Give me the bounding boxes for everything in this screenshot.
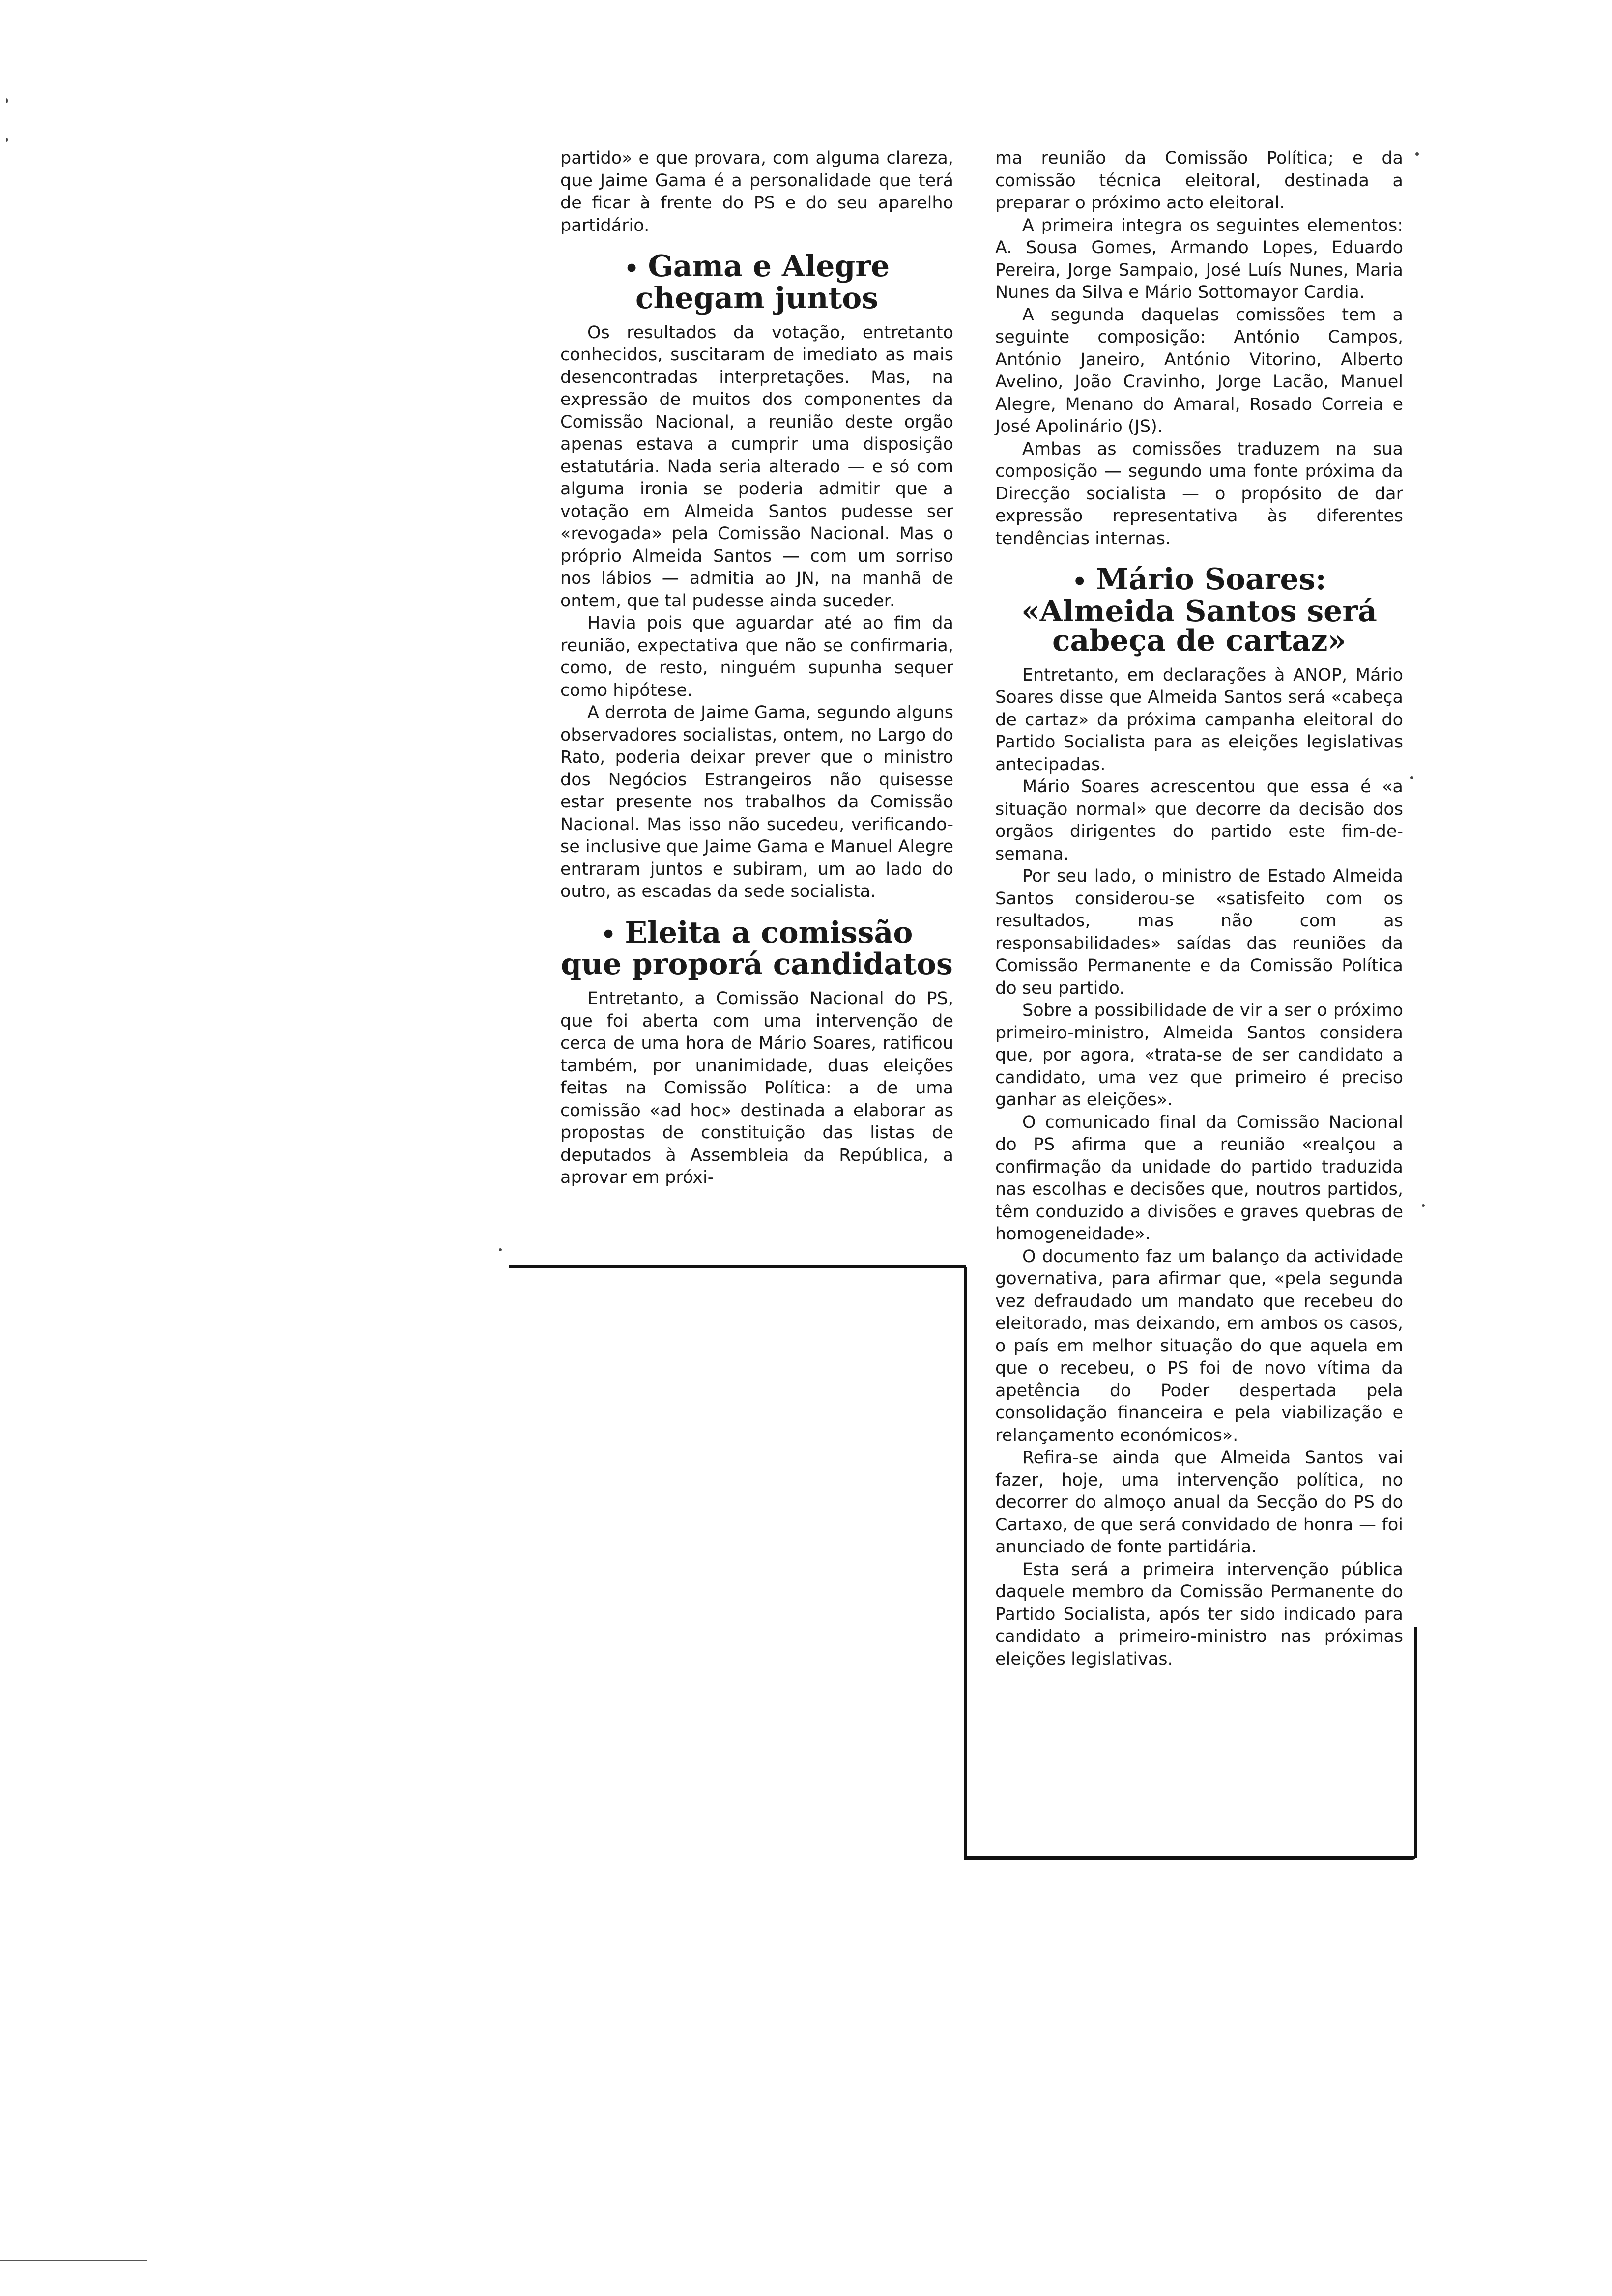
paragraph: partido» e que provara, com alguma clareza, que Jaime Gama é a personalidade que terá de ficar à frente do PS e do seu aparelho partidário. [560, 148, 953, 235]
scan-speck [499, 1248, 502, 1251]
scan-speck [6, 98, 8, 103]
subheading-gama-alegre: • Gama e Alegre chegam juntos [624, 249, 890, 316]
paragraph: A derrota de Jaime Gama, segundo alguns observadores socialistas, ontem, no Largo do Rato, poderia deixar prever que o ministro dos Negócios Estrangeiros não quisesse estar presente nos trabalhos da Comissão Nacional. Mas isso não sucedeu, verificando-se inclusive que Jaime Gama e Manuel Alegre entraram juntos e subiram, um ao lado do outro, as escadas da sede socialista. [560, 703, 953, 901]
paragraph: A segunda daquelas comissões tem a seguinte composição: António Campos, António Janeiro, António Vitorino, Alberto Avelino, João Cravinho, Jorge Lacão, Manuel Alegre, Menano do Amaral, Rosado Correia e José Apolinário (JS). [995, 305, 1403, 436]
subheading-mario-soares: • Mário Soares: «Almeida Santos será cabeça de cartaz» [1021, 562, 1377, 658]
scan-speck [1410, 776, 1413, 779]
paragraph: Esta será a primeira intervenção pública daquele membro da Comissão Permanente do Partido Socialista, após ter sido indicado para candidato a primeiro-ministro nas próximas eleições legislativas. [995, 1559, 1403, 1669]
paragraph: Entretanto, em declarações à ANOP, Mário Soares disse que Almeida Santos será «cabeça de cartaz» da próxima campanha eleitoral do Partido Socialista para as eleições legislativas antecipadas. [995, 665, 1403, 775]
bullet-icon: • [601, 921, 616, 948]
scan-speck [1415, 152, 1419, 156]
paragraph: A primeira integra os seguintes elementos: A. Sousa Gomes, Armando Lopes, Eduardo Pereira, Jorge Sampaio, José Luís Nunes, Maria Nunes da Silva e Mário Sottomayor Cardia. [995, 215, 1403, 302]
scan-edge-line [0, 2260, 147, 2261]
paragraph: Mário Soares acrescentou que essa é «a situação normal» que decorre da decisão dos orgãos dirigentes do partido este fim-de-semana. [995, 777, 1403, 864]
scan-speck [1422, 1204, 1425, 1207]
paragraph: Ambas as comissões traduzem na sua composição — segundo uma fonte próxima da Direcção socialista — o propósito de dar expressão representativa às diferentes tendências internas. [995, 439, 1403, 548]
clipping-cut-line [1414, 1627, 1417, 1858]
scan-speck [6, 138, 8, 142]
paragraph: Os resultados da votação, entretanto conhecidos, suscitaram de imediato as mais desencontradas interpretações. Mas, na expressão de muitos dos componentes da Comissão Nacional, a reunião deste orgão apenas estava a cumprir uma disposição estatutária. Nada seria alterado — e só com alguma ironia se poderia admitir que a votação em Almeida Santos pudesse ser «revogada» pela Comissão Nacional. Mas o próprio Almeida Santos — com um sorriso nos lábios — admitia ao JN, na manhã de ontem, que tal pudesse ainda suceder. [560, 322, 953, 611]
clipping-cut-line [509, 1265, 966, 1268]
bullet-icon: • [1072, 568, 1088, 596]
paragraph: Refira-se ainda que Almeida Santos vai fazer, hoje, uma intervenção política, no decorrer do almoço anual da Secção do PS do Cartaxo, de que será convidado de honra — foi anunciado de fonte partidária. [995, 1448, 1403, 1557]
bullet-icon: • [624, 255, 639, 283]
subheading-eleita-comissao: • Eleita a comissão que proporá candidatos [561, 915, 953, 981]
paragraph: Por seu lado, o ministro de Estado Almeida Santos considerou-se «satisfeito com os resultados, mas não com as responsabilidades» saídas das reuniões da Comissão Permanente e da Comissão Política do seu partido. [995, 866, 1403, 998]
clipping-cut-line [964, 1267, 967, 1857]
paragraph: Sobre a possibilidade de vir a ser o próximo primeiro-ministro, Almeida Santos considera que, por agora, «trata-se de ser candidato a candidato, uma vez que primeiro é preciso ganhar as eleições». [995, 1001, 1403, 1110]
clipping-cut-line [964, 1856, 1416, 1860]
paragraph: Entretanto, a Comissão Nacional do PS, que foi aberta com uma intervenção de cerca de uma hora de Mário Soares, ratificou também, por unanimidade, duas eleições feitas na Comissão Política: a de uma comissão «ad hoc» destinada a elaborar as propostas de constituição das listas de deputados à Assembleia da República, a aprovar em próxi- [560, 989, 953, 1187]
paragraph: Havia pois que aguardar até ao fim da reunião, expectativa que não se confirmaria, como, de resto, ninguém supunha sequer como hipótese. [560, 613, 953, 700]
article-column-left [560, 147, 953, 1189]
paragraph: O comunicado final da Comissão Nacional do PS afirma que a reunião «realçou a confirmação da unidade do partido traduzida nas escolhas e decisões que, noutros partidos, têm conduzido a divisões e graves quebras de homogeneidade». [995, 1112, 1403, 1244]
paragraph: ma reunião da Comissão Política; e da comissão técnica eleitoral, destinada a preparar o próximo acto eleitoral. [995, 148, 1403, 213]
article-column-right [995, 147, 1403, 1670]
paragraph: O documento faz um balanço da actividade governativa, para afirmar que, «pela segunda vez defraudado um mandato que recebeu do eleitorado, mas deixando, em ambos os casos, o país em melhor situação do que aquela em que o recebeu, o PS foi de novo vítima da apetência do Poder despertada pela consolidação financeira e pela viabilização e relançamento económicos». [995, 1246, 1403, 1445]
